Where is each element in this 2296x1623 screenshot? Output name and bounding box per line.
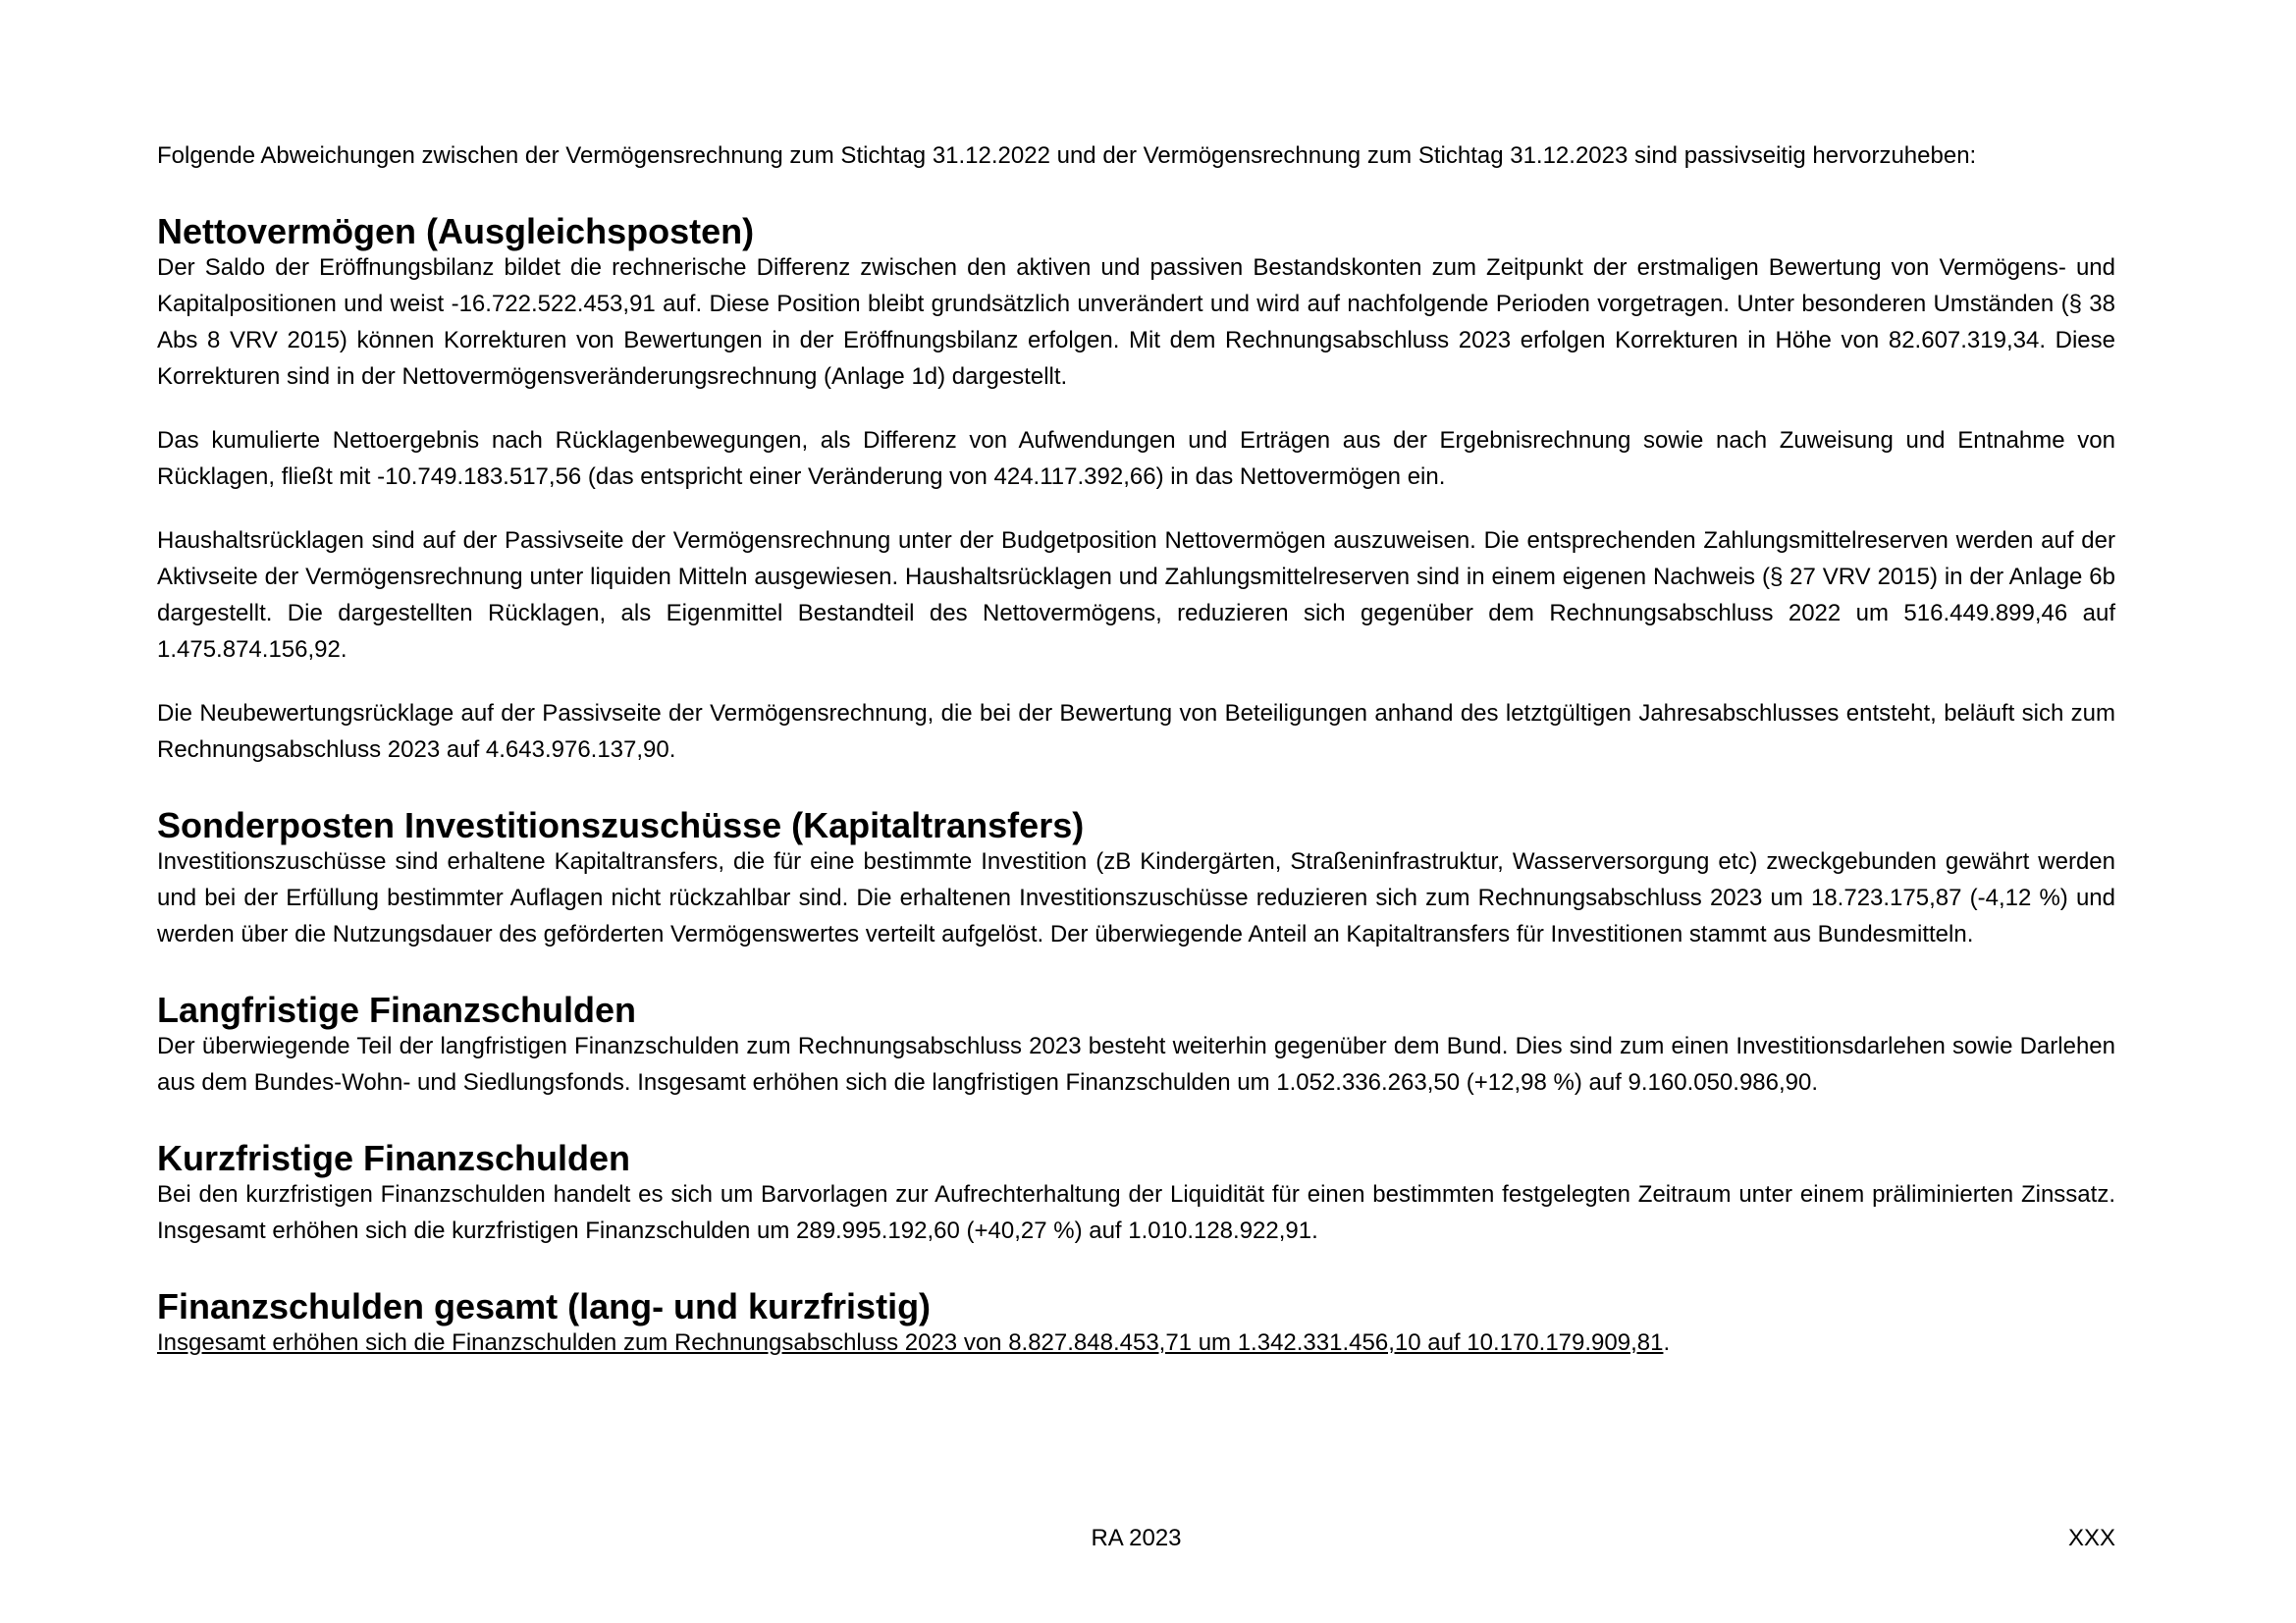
final-statement-suffix: . <box>1663 1329 1671 1356</box>
section-heading-langfristige-finanzschulden: Langfristige Finanzschulden <box>157 990 637 1030</box>
paragraph: Der Saldo der Eröffnungsbilanz bildet die rechnerische Differenz zwischen den aktiven und passiven Bestandskonten zum Zeitpunkt der erstmaligen Bewertung von Vermögens- und Kapitalpositionen und weist -16.722.522.453,91 auf. Diese Position bleibt grundsätzlich unverändert und wird auf nachfolgende Perioden vorgetragen. Unter besonderen Umständen (§ 38 Abs 8 VRV 2015) können Korrekturen von Bewertungen in der Eröffnungsbilanz erfolgen. Mit dem Rechnungsabschluss 2023 erfolgen Korrekturen in Höhe von 82.607.319,34. Diese Korrekturen sind in der Nettovermögensveränderungsrechnung (Anlage 1d) dargestellt. <box>157 254 2115 390</box>
final-statement-paragraph <box>157 1325 2115 1361</box>
section-heading-sonderposten: Sonderposten Investitionszuschüsse (Kapitaltransfers) <box>157 805 1085 845</box>
paragraph: Bei den kurzfristigen Finanzschulden handelt es sich um Barvorlagen zur Aufrechterhaltung der Liquidität für einen bestimmten festgelegten Zeitraum unter einem präliminierten Zinssatz. Insgesamt erhöhen sich die kurzfristigen Finanzschulden um 289.995.192,60 (+40,27 %) auf 1.010.128.922,91. <box>157 1181 2115 1244</box>
paragraph: Investitionszuschüsse sind erhaltene Kapitaltransfers, die für eine bestimmte Investition (zB Kindergärten, Straßeninfrastruktur, Wasserversorgung etc) zweckgebunden gewährt werden und bei der Erfüllung bestimmter Auflagen nicht rückzahlbar sind. Die erhaltenen Investitionszuschüsse reduzieren sich zum Rechnungsabschluss 2023 um 18.723.175,87 (-4,12 %) und werden über die Nutzungsdauer des geförderten Vermögenswertes verteilt aufgelöst. Der überwiegende Anteil an Kapitaltransfers für Investitionen stammt aus Bundesmitteln. <box>157 848 2115 947</box>
section-heading-finanzschulden-gesamt: Finanzschulden gesamt (lang- und kurzfristig) <box>157 1286 932 1326</box>
intro-paragraph: Folgende Abweichungen zwischen der Vermögensrechnung zum Stichtag 31.12.2022 und der Vermögensrechnung zum Stichtag 31.12.2023 sind passivseitig hervorzuheben: <box>157 142 1977 169</box>
paragraph: Der überwiegende Teil der langfristigen Finanzschulden zum Rechnungsabschluss 2023 besteht weiterhin gegenüber dem Bund. Dies sind zum einen Investitionsdarlehen sowie Darlehen aus dem Bundes-Wohn- und Siedlungsfonds. Insgesamt erhöhen sich die langfristigen Finanzschulden um 1.052.336.263,50 (+12,98 %) auf 9.160.050.986,90. <box>157 1033 2115 1096</box>
final-statement-underlined-text: Insgesamt erhöhen sich die Finanzschulden zum Rechnungsabschluss 2023 von 8.827.848.453,71 um 1.342.331.456,10 auf 10.170.179.909,81 <box>157 1329 1664 1356</box>
paragraph: Haushaltsrücklagen sind auf der Passivseite der Vermögensrechnung unter der Budgetposition Nettovermögen auszuweisen. Die entsprechenden Zahlungsmittelreserven werden auf der Aktivseite der Vermögensrechnung unter liquiden Mitteln ausgewiesen. Haushaltsrücklagen und Zahlungsmittelreserven sind in einem eigenen Nachweis (§ 27 VRV 2015) in der Anlage 6b dargestellt. Die dargestellten Rücklagen, als Eigenmittel Bestandteil des Nettovermögens, reduzieren sich gegenüber dem Rechnungsabschluss 2022 um 516.449.899,46 auf 1.475.874.156,92. <box>157 527 2115 663</box>
paragraph: Das kumulierte Nettoergebnis nach Rücklagenbewegungen, als Differenz von Aufwendungen und Erträgen aus der Ergebnisrechnung sowie nach Zuweisung und Entnahme von Rücklagen, fließt mit -10.749.183.517,56 (das entspricht einer Veränderung von 424.117.392,66) in das Nettovermögen ein. <box>157 427 2115 490</box>
document-content <box>157 137 2115 1361</box>
footer-doc-label: RA 2023 <box>1091 1525 1182 1551</box>
paragraph: Die Neubewertungsrücklage auf der Passivseite der Vermögensrechnung, die bei der Bewertung von Beteiligungen anhand des letztgültigen Jahresabschlusses entsteht, beläuft sich zum Rechnungsabschluss 2023 auf 4.643.976.137,90. <box>157 700 2115 763</box>
footer-page-number: XXX <box>2067 1525 2115 1551</box>
section-heading-nettovermoegen: Nettovermögen (Ausgleichsposten) <box>157 211 755 251</box>
section-heading-kurzfristige-finanzschulden: Kurzfristige Finanzschulden <box>157 1138 631 1178</box>
